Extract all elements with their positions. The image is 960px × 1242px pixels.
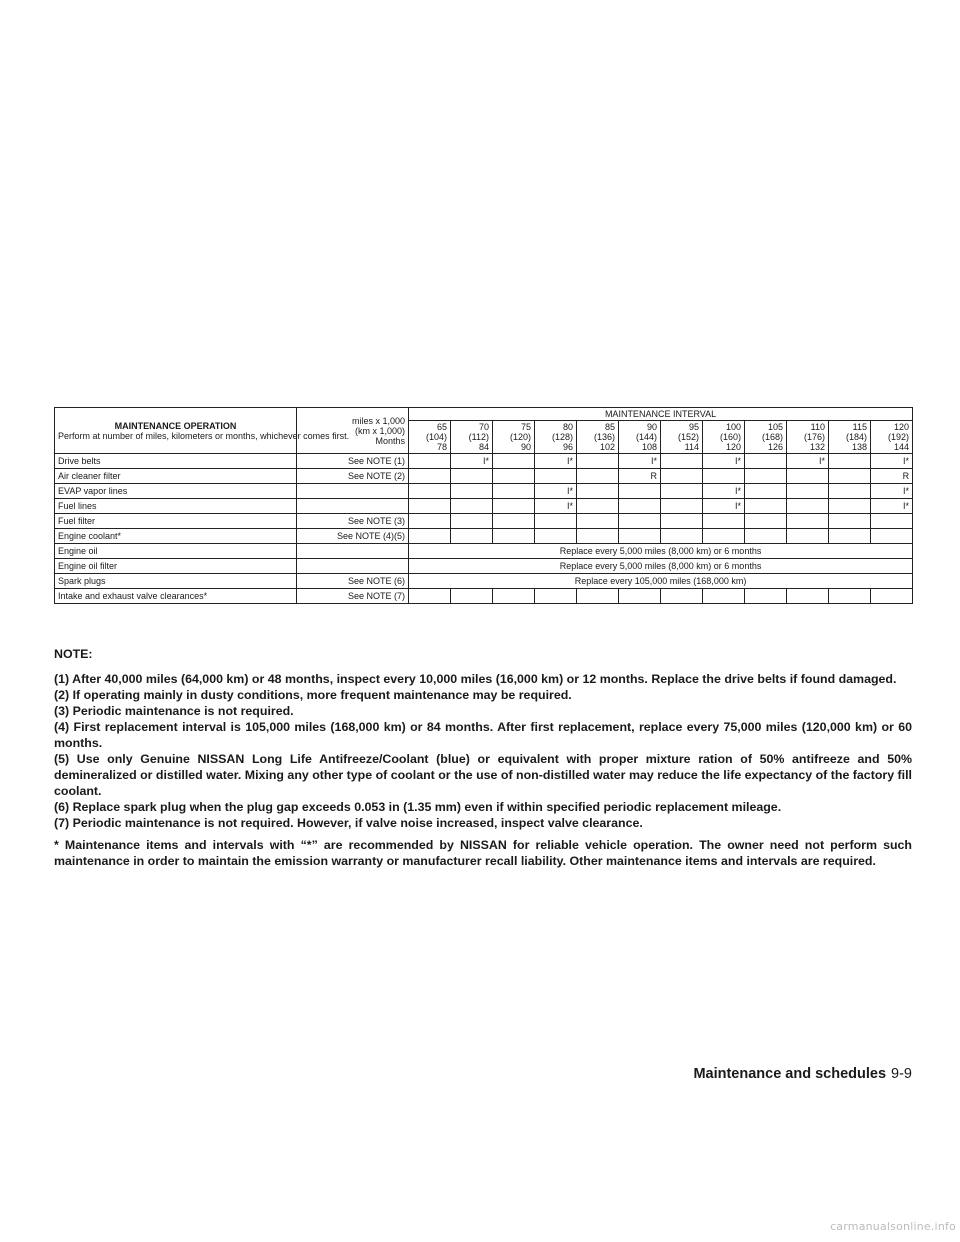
row-item-name: Drive belts: [55, 454, 297, 469]
notes-list: [54, 671, 912, 831]
row-item-name: Engine oil: [55, 544, 297, 559]
maintenance-schedule-table: [54, 407, 913, 604]
interval-km: (184): [845, 432, 867, 442]
interval-km: (104): [425, 432, 447, 442]
row-interval-cell: [619, 589, 661, 604]
interval-months: 126: [767, 442, 783, 452]
interval-months: 78: [436, 442, 447, 452]
page-footer: [693, 1066, 912, 1082]
note-line: (4) First replacement interval is 105,000 miles (168,000 km) or 84 months. After first replacement, replace every 75,000 miles (120,000 km) or 60 months.: [54, 720, 912, 750]
row-interval-cell: [493, 484, 535, 499]
row-interval-cell: [661, 454, 703, 469]
interval-miles: 120: [894, 422, 910, 432]
maintenance-schedule-table-wrap: [54, 407, 912, 604]
row-note-ref: See NOTE (1): [297, 454, 409, 469]
interval-column-header: [745, 421, 787, 454]
row-interval-cell: [619, 514, 661, 529]
table-row: [55, 529, 913, 544]
row-interval-cell: [493, 499, 535, 514]
row-item-name: Fuel filter: [55, 514, 297, 529]
row-interval-cell: [661, 529, 703, 544]
table-row: [55, 469, 913, 484]
row-interval-cell: R: [871, 469, 913, 484]
row-note-ref: See NOTE (4)(5): [297, 529, 409, 544]
row-interval-cell: I*: [871, 454, 913, 469]
interval-column-header: [535, 421, 577, 454]
watermark: carmanualsonline.info: [830, 1220, 956, 1233]
row-interval-cell: [493, 469, 535, 484]
row-interval-cell: [745, 589, 787, 604]
note-line: (2) If operating mainly in dusty conditions, more frequent maintenance may be required.: [54, 688, 572, 702]
interval-months: 96: [562, 442, 573, 452]
interval-column-header: [619, 421, 661, 454]
row-interval-cell: [577, 469, 619, 484]
row-interval-cell: [661, 469, 703, 484]
interval-miles: 90: [646, 422, 657, 432]
row-interval-cell: I*: [871, 499, 913, 514]
notes-heading: NOTE:: [54, 647, 93, 661]
row-item-name: Spark plugs: [55, 574, 297, 589]
row-interval-cell: [787, 499, 829, 514]
row-interval-cell: [409, 469, 451, 484]
note-line: (3) Periodic maintenance is not required.: [54, 704, 294, 718]
row-interval-cell: [577, 589, 619, 604]
interval-miles: 80: [562, 422, 573, 432]
row-interval-cell: [451, 514, 493, 529]
operation-header-text: Perform at number of miles, kilometers or months, whichever comes first.: [58, 430, 350, 441]
row-interval-cell: [535, 589, 577, 604]
footer-section-title: Maintenance and schedules: [693, 1066, 887, 1082]
row-interval-cell: I*: [535, 484, 577, 499]
interval-column-header: [871, 421, 913, 454]
row-note-ref: [297, 544, 409, 559]
row-item-name: Engine oil filter: [55, 559, 297, 574]
interval-months: 144: [894, 442, 910, 452]
row-interval-cell: I*: [535, 454, 577, 469]
row-interval-cell: I*: [787, 454, 829, 469]
row-interval-cell: [451, 589, 493, 604]
row-interval-cell: [619, 484, 661, 499]
interval-km: (168): [761, 432, 783, 442]
table-row: [55, 589, 913, 604]
row-note-ref: [297, 559, 409, 574]
interval-km: (128): [551, 432, 573, 442]
row-interval-cell: [787, 529, 829, 544]
interval-km: (192): [888, 432, 910, 442]
operation-header-title: MAINTENANCE OPERATION: [114, 420, 237, 431]
row-interval-cell: [535, 469, 577, 484]
footer-page-number: 9-9: [891, 1066, 912, 1082]
row-item-name: Air cleaner filter: [55, 469, 297, 484]
interval-column-header: [829, 421, 871, 454]
row-interval-cell: [829, 469, 871, 484]
row-interval-cell: [493, 589, 535, 604]
row-item-name: Fuel lines: [55, 499, 297, 514]
row-interval-cell: [409, 454, 451, 469]
row-interval-cell: [577, 484, 619, 499]
row-interval-span: Replace every 5,000 miles (8,000 km) or 6 months: [409, 544, 913, 559]
row-interval-cell: [787, 514, 829, 529]
row-item-name: EVAP vapor lines: [55, 484, 297, 499]
row-interval-cell: [829, 484, 871, 499]
row-interval-cell: [787, 589, 829, 604]
table-row: [55, 559, 913, 574]
interval-km: (152): [677, 432, 699, 442]
row-interval-cell: [577, 529, 619, 544]
row-interval-cell: [829, 499, 871, 514]
row-interval-cell: [535, 514, 577, 529]
interval-km: (136): [593, 432, 615, 442]
row-interval-cell: [745, 499, 787, 514]
interval-column-header: [493, 421, 535, 454]
row-interval-cell: I*: [535, 499, 577, 514]
row-interval-cell: [745, 454, 787, 469]
row-interval-cell: [409, 484, 451, 499]
table-row: [55, 574, 913, 589]
row-interval-cell: [745, 529, 787, 544]
row-note-ref: See NOTE (2): [297, 469, 409, 484]
row-interval-cell: [619, 529, 661, 544]
row-interval-span: Replace every 5,000 miles (8,000 km) or 6 months: [409, 559, 913, 574]
row-interval-cell: [409, 589, 451, 604]
interval-column-header: [577, 421, 619, 454]
row-interval-cell: I*: [703, 499, 745, 514]
row-interval-cell: [409, 499, 451, 514]
row-interval-cell: [661, 499, 703, 514]
row-interval-cell: [745, 484, 787, 499]
row-interval-cell: [493, 454, 535, 469]
interval-column-header: [661, 421, 703, 454]
interval-months: 138: [851, 442, 867, 452]
row-interval-span: Replace every 105,000 miles (168,000 km): [409, 574, 913, 589]
interval-km: (176): [803, 432, 825, 442]
interval-header: MAINTENANCE INTERVAL: [409, 408, 913, 421]
interval-km: (112): [468, 432, 489, 442]
note-line: (7) Periodic maintenance is not required. However, if valve noise increased, inspect valve clearance.: [54, 816, 643, 830]
row-interval-cell: [619, 499, 661, 514]
operation-header: [55, 408, 350, 454]
row-interval-cell: [787, 469, 829, 484]
interval-column-header: [703, 421, 745, 454]
row-interval-cell: [577, 499, 619, 514]
row-interval-cell: [703, 514, 745, 529]
row-interval-cell: [493, 529, 535, 544]
row-interval-cell: [703, 529, 745, 544]
row-note-ref: See NOTE (6): [297, 574, 409, 589]
interval-column-header: [409, 421, 451, 454]
row-interval-cell: [409, 529, 451, 544]
row-interval-cell: [703, 469, 745, 484]
interval-miles: 70: [478, 422, 489, 432]
table-row: [55, 514, 913, 529]
row-interval-cell: [409, 514, 451, 529]
row-interval-cell: [829, 454, 871, 469]
row-interval-cell: I*: [703, 454, 745, 469]
interval-miles: 65: [436, 422, 447, 432]
row-interval-cell: [829, 514, 871, 529]
row-interval-cell: [829, 589, 871, 604]
row-interval-cell: [535, 529, 577, 544]
interval-miles: 95: [688, 422, 699, 432]
interval-miles: 85: [604, 422, 615, 432]
row-interval-cell: [745, 469, 787, 484]
row-interval-cell: [871, 529, 913, 544]
row-interval-cell: [661, 514, 703, 529]
table-row: [55, 484, 913, 499]
row-interval-cell: [787, 484, 829, 499]
interval-months: 102: [599, 442, 615, 452]
row-note-ref: [297, 499, 409, 514]
interval-months: 90: [520, 442, 531, 452]
row-interval-cell: [493, 514, 535, 529]
row-interval-cell: [451, 484, 493, 499]
row-interval-cell: I*: [871, 484, 913, 499]
units-months: Months: [375, 435, 405, 446]
row-note-ref: See NOTE (3): [297, 514, 409, 529]
interval-miles: 115: [852, 422, 867, 432]
row-interval-cell: [661, 484, 703, 499]
row-interval-cell: [871, 514, 913, 529]
interval-months: 114: [684, 442, 699, 452]
interval-miles: 105: [767, 422, 783, 432]
interval-column-header: [787, 421, 829, 454]
row-note-ref: [297, 484, 409, 499]
row-interval-cell: [661, 589, 703, 604]
row-interval-cell: R: [619, 469, 661, 484]
schedule-body: [55, 454, 913, 604]
row-item-name: Engine coolant*: [55, 529, 297, 544]
notes-section: [54, 646, 912, 881]
note-line: (5) Use only Genuine NISSAN Long Life Antifreeze/Coolant (blue) or equivalent with proper mixture ration of 50% antifreeze and 50% demineralized or distilled water. Mixing any other type of coolant or the use of non-distilled water may reduce the life expectancy of the factory fill coolant.: [54, 752, 912, 798]
row-interval-cell: [745, 514, 787, 529]
units-km: (km x 1,000): [354, 425, 405, 436]
interval-miles: 100: [725, 422, 741, 432]
interval-months: 120: [725, 442, 741, 452]
row-interval-cell: I*: [451, 454, 493, 469]
table-row: [55, 544, 913, 559]
note-line: (1) After 40,000 miles (64,000 km) or 48 months, inspect every 10,000 miles (16,000 km) or 12 months. Replace the drive belts if found damaged.: [54, 672, 897, 686]
footnote: * Maintenance items and intervals with “*” are recommended by NISSAN for reliable vehicle operation. The owner need not perform such maintenance in order to maintain the emission warranty or manufacturer recall liability. Other maintenance items and intervals are required.: [54, 838, 912, 868]
row-interval-cell: [577, 514, 619, 529]
row-interval-cell: [451, 469, 493, 484]
interval-months: 132: [809, 442, 825, 452]
interval-km: (160): [719, 432, 741, 442]
row-interval-cell: [829, 529, 871, 544]
row-interval-cell: [451, 499, 493, 514]
row-note-ref: See NOTE (7): [297, 589, 409, 604]
row-interval-cell: [703, 589, 745, 604]
row-interval-cell: [871, 589, 913, 604]
note-line: (6) Replace spark plug when the plug gap exceeds 0.053 in (1.35 mm) even if within specified periodic replacement mileage.: [54, 800, 782, 814]
interval-km: (120): [509, 432, 531, 442]
row-item-name: Intake and exhaust valve clearances*: [55, 589, 297, 604]
interval-months: 108: [641, 442, 657, 452]
interval-miles: 75: [520, 422, 531, 432]
row-interval-cell: [577, 454, 619, 469]
table-row: [55, 454, 913, 469]
interval-months: 84: [478, 442, 489, 452]
table-row: [55, 499, 913, 514]
row-interval-cell: I*: [619, 454, 661, 469]
interval-miles: 110: [810, 422, 825, 432]
interval-column-header: [451, 421, 493, 454]
row-interval-cell: I*: [703, 484, 745, 499]
interval-km: (144): [635, 432, 657, 442]
row-interval-cell: [451, 529, 493, 544]
units-miles: miles x 1,000: [351, 415, 405, 426]
